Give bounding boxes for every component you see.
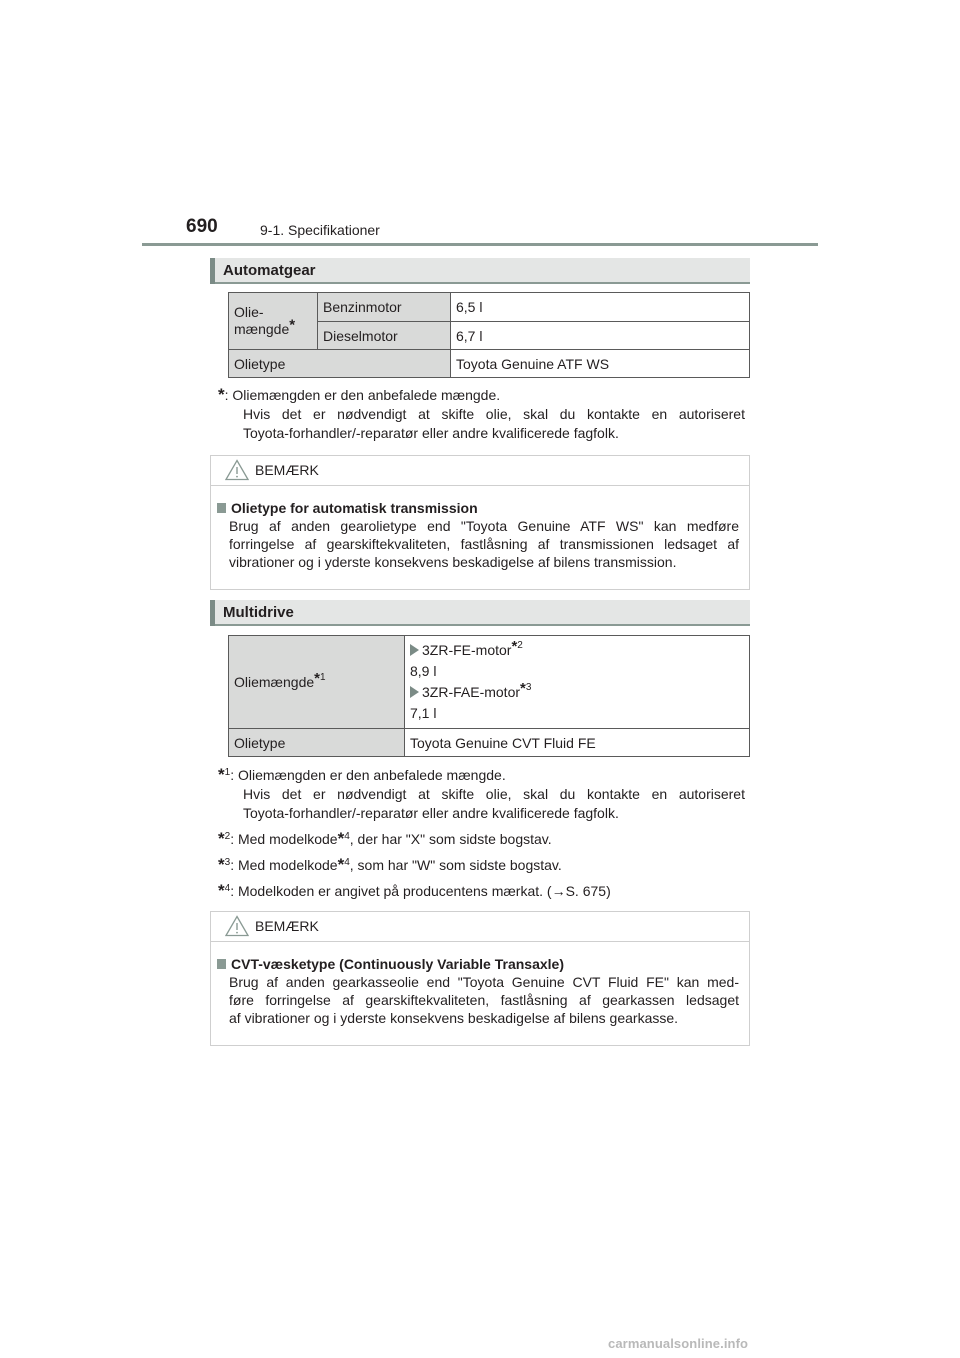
md-footnote-4: *$^4$: Modelkoden er angivet på producentens mærkat. (→S. 675) — [218, 881, 611, 900]
row-value-petrol: 6,5 l — [451, 293, 750, 322]
md-oil-type-value: Toyota Genuine CVT Fluid FE — [405, 729, 750, 757]
note-header — [211, 456, 749, 486]
footnote-asterisk: *1 — [314, 669, 326, 687]
multidrive-table — [228, 635, 750, 757]
note-label: BEMÆRK — [255, 462, 319, 478]
note-header — [211, 912, 749, 942]
heading-automatgear — [210, 258, 750, 284]
note-text — [217, 517, 739, 571]
engine-3zr-fae-value: 7,1 l — [410, 705, 437, 721]
oil-amount-label-cell — [229, 293, 318, 350]
md-footnote-2: *$^2$: Med modelkode*$^4$, der har "X" som sidste bogstav. — [218, 829, 552, 848]
heading-multidrive — [210, 600, 750, 626]
note-text-line: Brug af anden gearkasseolie end "Toyota Genuine CVT Fluid FE" kan med- — [229, 974, 739, 990]
footnote-asterisk: * — [289, 316, 296, 334]
oil-amount-label: Olie- mængde — [234, 304, 290, 337]
arrow-right-icon: → — [551, 883, 566, 899]
note-box-cvt — [210, 911, 750, 1046]
bullet-square-icon — [217, 503, 226, 513]
footnote-mark: * — [218, 385, 225, 404]
oil-type-value: Toyota Genuine ATF WS — [451, 350, 750, 378]
engine-3zr-fe: 3ZR-FE-motor$^{*^2}$ — [410, 640, 749, 661]
heading-multidrive-text: Multidrive — [223, 604, 294, 621]
section-title: 9-1. Specifikationer — [260, 222, 380, 238]
footnote-line3: Toyota-forhandler/-reparatør eller andre kvalificerede fagfolk. — [243, 425, 619, 441]
md-footnote-3: *$^3$: Med modelkode*$^4$, som har "W" som sidste bogstav. — [218, 855, 562, 874]
note-title: Olietype for automatisk transmission — [217, 499, 739, 517]
warning-triangle-icon — [225, 459, 249, 481]
warning-triangle-icon — [225, 915, 249, 937]
automatgear-table — [228, 292, 750, 378]
header-rule — [142, 243, 818, 246]
note-text-line: vibrationer og i yderste konsekvens beskadigelse af bilens transmission. — [229, 554, 677, 570]
md-footnote-1: *$^1$: Oliemængden er den anbefalede mængde. Hvis det er nødvendigt at skifte olie, skal du kontakte en autoriseret Toyota-forhandler/-reparatør eller andre kvalificerede fagfolk. — [218, 765, 745, 821]
footnote-line2: Hvis det er nødvendigt at skifte olie, skal du kontakte en autoriseret — [243, 406, 745, 422]
engine-3zr-fe-value: 8,9 l — [410, 663, 437, 679]
row-label-diesel: Dieselmotor — [318, 322, 451, 350]
triangle-bullet-icon — [410, 686, 419, 698]
md-oil-amount-label-cell — [229, 636, 405, 729]
footnote-line1: : Oliemængden er den anbefalede mængde. — [224, 387, 501, 403]
automatgear-footnote — [218, 385, 745, 443]
watermark: carmanualsonline.info — [608, 1336, 749, 1351]
engine-3zr-fae: 3ZR-FAE-motor$^{*^3}$ — [410, 682, 749, 703]
note-text-line: af vibrationer og i yderste konsekvens beskadigelse af bilens gearkasse. — [229, 1010, 679, 1026]
md-oil-amount-label: Oliemængde — [234, 674, 315, 690]
note-text-line: Brug af anden gearolietype end "Toyota Genuine ATF WS" kan medføre — [229, 518, 739, 534]
note-label: BEMÆRK — [255, 918, 319, 934]
note-text-line: forringelse af gearskiftekvaliteten, fastlåsning af transmissionen ledsaget af — [229, 536, 739, 552]
note-body — [211, 486, 749, 589]
page-number: 690 — [186, 216, 218, 237]
md-engines-cell — [405, 636, 750, 729]
note-box-atf — [210, 455, 750, 590]
note-text-line: føre forringelse af gearskiftekvaliteten, fastlåsning af gearkassen ledsaget — [229, 992, 739, 1008]
note-body — [211, 942, 749, 1045]
heading-automatgear-text: Automatgear — [223, 262, 316, 279]
bullet-square-icon — [217, 959, 226, 969]
oil-type-label: Olietype — [229, 350, 451, 378]
note-text — [217, 973, 739, 1027]
page-reference[interactable]: S. 675) — [565, 883, 611, 899]
note-title: CVT-væsketype (Continuously Variable Transaxle) — [217, 955, 739, 973]
md-oil-type-label: Olietype — [229, 729, 405, 757]
row-label-petrol: Benzinmotor — [318, 293, 451, 322]
row-value-diesel: 6,7 l — [451, 322, 750, 350]
triangle-bullet-icon — [410, 644, 419, 656]
